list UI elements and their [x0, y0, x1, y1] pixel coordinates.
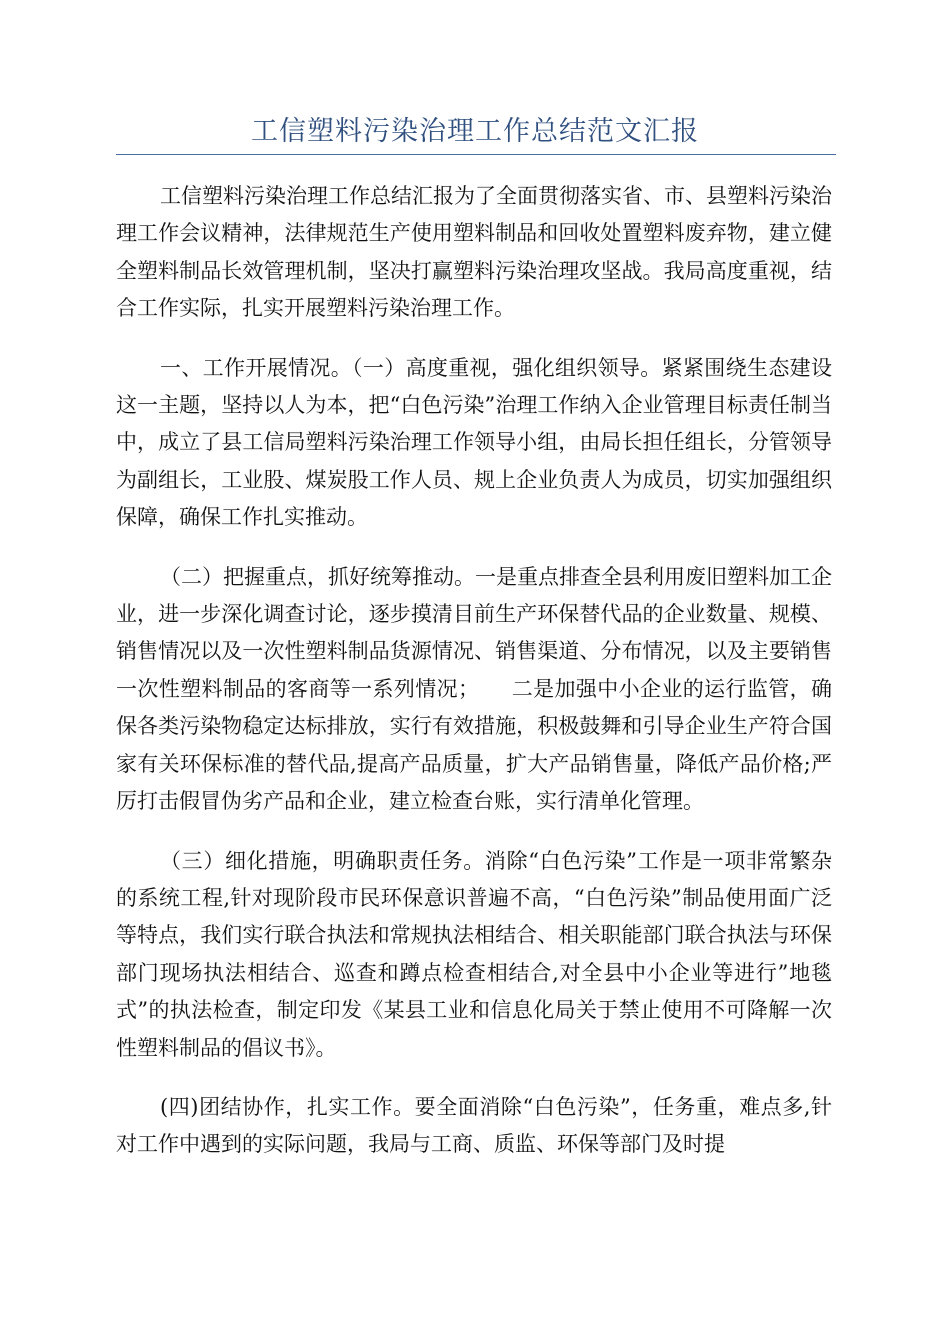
title-underline: [116, 154, 836, 155]
document-body: [116, 178, 832, 1186]
paragraph-section-4: (四)团结协作，扎实工作。要全面消除“白色污染”，任务重，难点多,针对工作中遇到的实际问题，我局与工商、质监、环保等部门及时提: [116, 1094, 832, 1157]
paragraph-section-1: 一、工作开展情况。（一）高度重视，强化组织领导。紧紧围绕生态建设这一主题，坚持以人为本，把“白色污染”治理工作纳入企业管理目标责任制当中，成立了县工信局塑料污染治理工作领导小组，由局长担任组长，分管领导为副组长，工业股、煤炭股工作人员、规上企业负责人为成员，切实加强组织保障，确保工作扎实推动。: [116, 355, 832, 530]
document-title: 工信塑料污染治理工作总结范文汇报: [251, 116, 699, 147]
paragraph-section-3: （三）细化措施，明确职责任务。消除“白色污染”工作是一项非常繁杂的系统工程,针对现阶段市民环保意识普遍不高，“白色污染”制品使用面广泛等特点，我们实行联合执法和常规执法相结合、相关职能部门联合执法与环保部门现场执法相结合、巡查和蹲点检查相结合,对全县中小企业等进行”地毯式”的执法检查，制定印发《某县工业和信息化局关于禁止使用不可降解一次性塑料制品的倡议书》。: [116, 848, 832, 1060]
paragraph-intro: 工信塑料污染治理工作总结汇报为了全面贯彻落实省、市、县塑料污染治理工作会议精神，法律规范生产使用塑料制品和回收处置塑料废弃物，建立健全塑料制品长效管理机制，坚决打赢塑料污染治理攻坚战。我局高度重视，结合工作实际，扎实开展塑料污染治理工作。: [116, 184, 832, 321]
paragraph-section-2: （二）把握重点，抓好统筹推动。一是重点排查全县利用废旧塑料加工企业，进一步深化调查讨论，逐步摸清目前生产环保替代品的企业数量、规模、销售情况以及一次性塑料制品货源情况、销售渠道、分布情况，以及主要销售一次性塑料制品的客商等一系列情况； 二是加强中小企业的运行监管，确保各类污染物稳定达标排放，实行有效措施，积极鼓舞和引导企业生产符合国家有关环保标准的替代品,提高产品质量，扩大产品销售量，降低产品价格;严厉打击假冒伪劣产品和企业，建立检查台账，实行清单化管理。: [116, 564, 832, 814]
